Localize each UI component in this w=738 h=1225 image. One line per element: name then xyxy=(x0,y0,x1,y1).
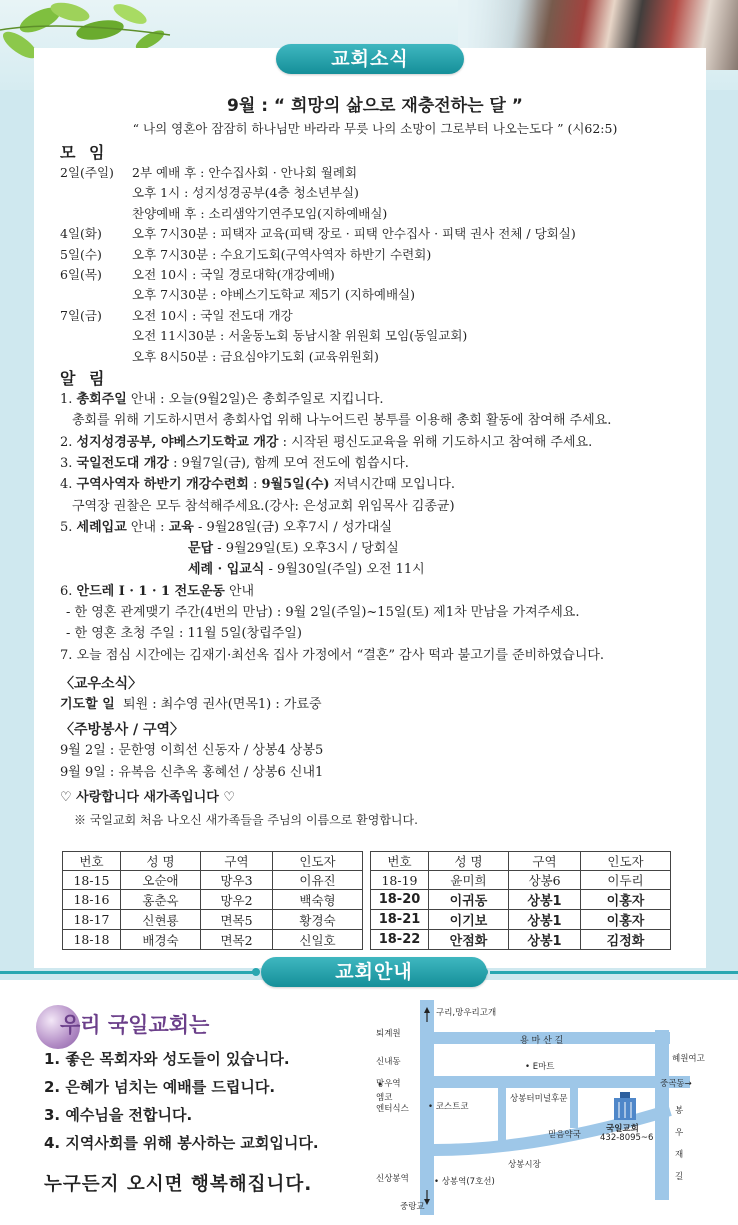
map-label-church: 국일교회 xyxy=(606,1124,639,1134)
table-header-cell: 성 명 xyxy=(429,852,509,871)
meeting-text: 찬양예배 후 : 소리샘악기연주모임(지하예배실) xyxy=(132,205,388,221)
meeting-day: 7일(금) xyxy=(60,307,102,323)
notice-6-detail-1: - 한 영혼 관계맺기 주간(4번의 만남) : 9월 2일(주일)~15일(토) 제1차 만남을 가져주세요. xyxy=(66,605,580,621)
map-label-mideum: 믿음약국 xyxy=(548,1130,581,1140)
meeting-row xyxy=(60,306,700,326)
notice-4: 4. 구역사역자 하반기 개강수련회 : 9월5일(수) 저녁시간때 모입니다. xyxy=(60,477,456,493)
map-label-phone: 432-8095~6 xyxy=(600,1133,654,1143)
table-cell: 면목5 xyxy=(201,910,273,930)
guide-item: 2. 은혜가 넘치는 예배를 드립니다. xyxy=(44,1078,276,1096)
table-header-cell: 인도자 xyxy=(273,852,363,871)
notice-7: 7. 오늘 점심 시간에는 김재기·최선옥 집사 가정에서 “결혼” 감사 떡과 불고기를 준비하였습니다. xyxy=(60,647,605,663)
map-label-bongwujae: 봉 우 재 길 xyxy=(675,1106,684,1182)
meeting-day xyxy=(60,183,132,203)
newcomers-table xyxy=(62,851,671,950)
location-map xyxy=(370,1000,705,1215)
newcomers-note: ※ 국일교회 처음 나오신 새가족들을 주님의 이름으로 환영합니다. xyxy=(74,812,418,827)
table-cell: 윤미희 xyxy=(429,871,509,890)
table-cell: 18-16 xyxy=(63,890,121,910)
table-cell: 신일호 xyxy=(273,930,363,950)
notice-5: 5. 세례입교 안내 : 교육 - 9월28일(금) 오후7시 / 성가대실 xyxy=(60,519,393,535)
table-gap xyxy=(363,930,371,950)
section-title-news: 교회소식 xyxy=(276,44,464,74)
notice-3: 3. 국일전도대 개강 : 9월7일(금), 함께 모여 전도에 힘씁시다. xyxy=(60,455,409,471)
table-cell: 홍춘옥 xyxy=(121,890,201,910)
guide-footer: 누구든지 오시면 행복해집니다. xyxy=(44,1174,313,1195)
table-header-cell: 구역 xyxy=(201,852,273,871)
table-cell: 18-20 xyxy=(371,890,429,910)
meeting-row xyxy=(60,347,700,367)
newcomers-title: ♡ 사랑합니다 새가족입니다 ♡ xyxy=(60,789,236,805)
meeting-day xyxy=(60,326,132,346)
divider-left xyxy=(0,971,258,974)
meeting-day: 6일(목) xyxy=(60,267,102,283)
notice-2: 2. 성지성경공부, 야베스기도학교 개강 : 시작된 평신도교육을 위해 기도하시고 참여해 주세요. xyxy=(60,434,593,450)
table-header-cell: 번호 xyxy=(371,852,429,871)
notice-5-qa: 문답 - 9월29일(토) 오후3시 / 당회실 xyxy=(188,541,399,557)
table-cell: 김정화 xyxy=(581,930,671,950)
meeting-day: 5일(수) xyxy=(60,246,102,262)
table-cell: 이유진 xyxy=(273,871,363,890)
table-gap xyxy=(363,910,371,930)
meeting-text: 오전 10시 : 국일 전도대 개강 xyxy=(132,307,293,323)
table-cell: 황경숙 xyxy=(273,910,363,930)
table-cell: 18-19 xyxy=(371,871,429,890)
notice-1: 1. 총회주일 안내 : 오늘(9월2일)은 총회주일로 지킵니다. xyxy=(60,392,384,408)
table-row xyxy=(63,930,671,950)
notice-list xyxy=(60,389,700,666)
theme-verse: “ 나의 영혼아 잠잠히 하나님만 바라라 무릇 나의 소망이 그로부터 나오는도다 ” (시62:5) xyxy=(132,121,618,136)
kitchen-line-2: 9월 9일 : 유복음 신추옥 홍혜선 / 상봉6 신내1 xyxy=(60,764,324,780)
table-header-cell: 구역 xyxy=(509,852,581,871)
section-title-guide: 교회안내 xyxy=(261,957,487,987)
table-cell: 오순애 xyxy=(121,871,201,890)
notice-4-detail: 구역장 권찰은 모두 참석해주세요.(강사: 은성교회 위임목사 김종균) xyxy=(72,498,455,514)
notice-6-detail-2: - 한 영혼 초청 주일 : 11월 5일(창립주일) xyxy=(66,626,302,642)
table-header-cell: 번호 xyxy=(63,852,121,871)
meeting-row xyxy=(60,265,700,285)
notice-5-ceremony: 세례 · 입교식 - 9월30일(주일) 오전 11시 xyxy=(188,562,425,578)
table-header-row xyxy=(63,852,671,871)
table-cell: 이홍자 xyxy=(581,910,671,930)
map-label-terminal: 상봉터미널후문 xyxy=(510,1094,568,1104)
meeting-text: 오후 7시30분 : 수요기도회(구역사역자 하반기 수련회) xyxy=(132,246,432,262)
table-cell: 18-21 xyxy=(371,910,429,930)
meeting-row xyxy=(60,163,700,183)
map-label-emco: 엠코 엔터식스 xyxy=(376,1093,409,1114)
meeting-day: 4일(화) xyxy=(60,226,102,242)
meeting-day xyxy=(60,347,132,367)
table-cell: 상봉6 xyxy=(509,871,581,890)
table-cell: 18-18 xyxy=(63,930,121,950)
table-cell: 18-22 xyxy=(371,930,429,950)
table-cell: 신현룡 xyxy=(121,910,201,930)
meeting-row xyxy=(60,183,700,203)
map-label-yongmasan: 용 마 산 길 xyxy=(520,1036,564,1046)
table-cell: 18-15 xyxy=(63,871,121,890)
guide-item: 4. 지역사회를 위해 봉사하는 교회입니다. xyxy=(44,1134,319,1152)
table-cell: 망우3 xyxy=(201,871,273,890)
month-theme: 9월 : “ 희망의 삶으로 재충전하는 달 ” xyxy=(227,96,523,116)
divider-right xyxy=(490,971,738,974)
table-cell: 안점화 xyxy=(429,930,509,950)
members-news-line: 기도할 일 퇴원 : 최수영 권사(면목1) : 가료중 xyxy=(60,696,322,712)
guide-item: 1. 좋은 목회자와 성도들이 있습니다. xyxy=(44,1050,290,1068)
meeting-row xyxy=(60,224,700,244)
divider-dot-left xyxy=(252,968,260,976)
meeting-text: 오후 1시 : 성지성경공부(4층 청소년부실) xyxy=(132,185,359,201)
table-cell: 면목2 xyxy=(201,930,273,950)
notice-1-detail: 총회를 위해 기도하시면서 총회사업 위해 나누어드린 봉투를 이용해 총회 활동에 참여해 주세요. xyxy=(72,413,612,429)
table-cell: 상봉1 xyxy=(509,890,581,910)
map-label-jungrang: 중곡동→ xyxy=(660,1079,692,1089)
table-cell: 상봉1 xyxy=(509,910,581,930)
meeting-text: 2부 예배 후 : 안수집사회 · 안나회 월례회 xyxy=(132,165,358,180)
map-label-mangu: 망우역 xyxy=(376,1079,401,1089)
news-content xyxy=(60,96,700,830)
guide-list xyxy=(44,1045,319,1157)
table-cell: 이귀동 xyxy=(429,890,509,910)
meetings-title: 모 임 xyxy=(60,143,109,162)
map-label-toegyewon: 퇴계원 xyxy=(376,1029,401,1039)
table-gap xyxy=(363,852,371,871)
table-gap xyxy=(363,871,371,890)
map-label-costco: • 코스트코 xyxy=(428,1102,469,1112)
map-label-sinnae: 신내동 xyxy=(376,1057,401,1067)
kitchen-line-1: 9월 2일 : 문한영 이희선 신동자 / 상봉4 상봉5 xyxy=(60,742,324,758)
table-cell: 이홍자 xyxy=(581,890,671,910)
map-label-sangbong-station: • 상봉역(7호선) xyxy=(434,1177,495,1187)
meeting-day xyxy=(60,204,132,224)
meeting-row xyxy=(60,245,700,265)
table-cell: 18-17 xyxy=(63,910,121,930)
map-label-hyewon: 혜원여고 xyxy=(672,1054,705,1064)
meeting-text: 오전 10시 : 국일 경로대학(개강예배) xyxy=(132,267,335,283)
table-row xyxy=(63,910,671,930)
meeting-text: 오전 11시30분 : 서울동노회 동남시찰 위원회 모임(동일교회) xyxy=(132,328,468,344)
table-header-cell: 성 명 xyxy=(121,852,201,871)
table-cell: 망우2 xyxy=(201,890,273,910)
guide-item: 3. 예수님을 전합니다. xyxy=(44,1106,193,1124)
table-cell: 상봉1 xyxy=(509,930,581,950)
meeting-text: 오후 7시30분 : 피택자 교육(피택 장로 · 피택 안수집사 · 피택 권사 전체 / 당회실) xyxy=(132,226,576,242)
table-cell: 배경숙 xyxy=(121,930,201,950)
meeting-text: 오후 8시50분 : 금요심야기도회 (교육위원회) xyxy=(132,348,379,364)
table-gap xyxy=(363,890,371,910)
meeting-row xyxy=(60,204,700,224)
map-label-north: 구리,망우리고개 xyxy=(436,1008,497,1018)
meeting-text: 오후 7시30분 : 야베스기도학교 제5기 (지하예배실) xyxy=(132,287,415,303)
meeting-schedule xyxy=(60,163,700,367)
table-cell: 백숙형 xyxy=(273,890,363,910)
map-label-jungrangyo: 중랑교 xyxy=(400,1202,425,1212)
table-cell: 이두리 xyxy=(581,871,671,890)
meeting-day xyxy=(60,285,132,305)
notice-6: 6. 안드레 Ⅰ · 1 · 1 전도운동 안내 xyxy=(60,583,255,599)
table-row xyxy=(63,890,671,910)
meeting-day: 2일(주일) xyxy=(60,165,114,180)
notices-title: 알 림 xyxy=(60,369,109,389)
map-label-emart: • E마트 xyxy=(525,1062,555,1072)
kitchen-title: 〈주방봉사 / 구역〉 xyxy=(60,721,185,738)
members-news-title: 〈교우소식〉 xyxy=(60,675,143,692)
table-cell: 이기보 xyxy=(429,910,509,930)
table-row xyxy=(63,871,671,890)
table-header-cell: 인도자 xyxy=(581,852,671,871)
meeting-row xyxy=(60,326,700,346)
map-label-market: 상봉시장 xyxy=(508,1160,541,1170)
guide-title: 우리 국일교회는 xyxy=(60,1013,210,1037)
map-label-sinsang: 신상봉역 xyxy=(376,1174,409,1184)
meeting-row xyxy=(60,285,700,305)
